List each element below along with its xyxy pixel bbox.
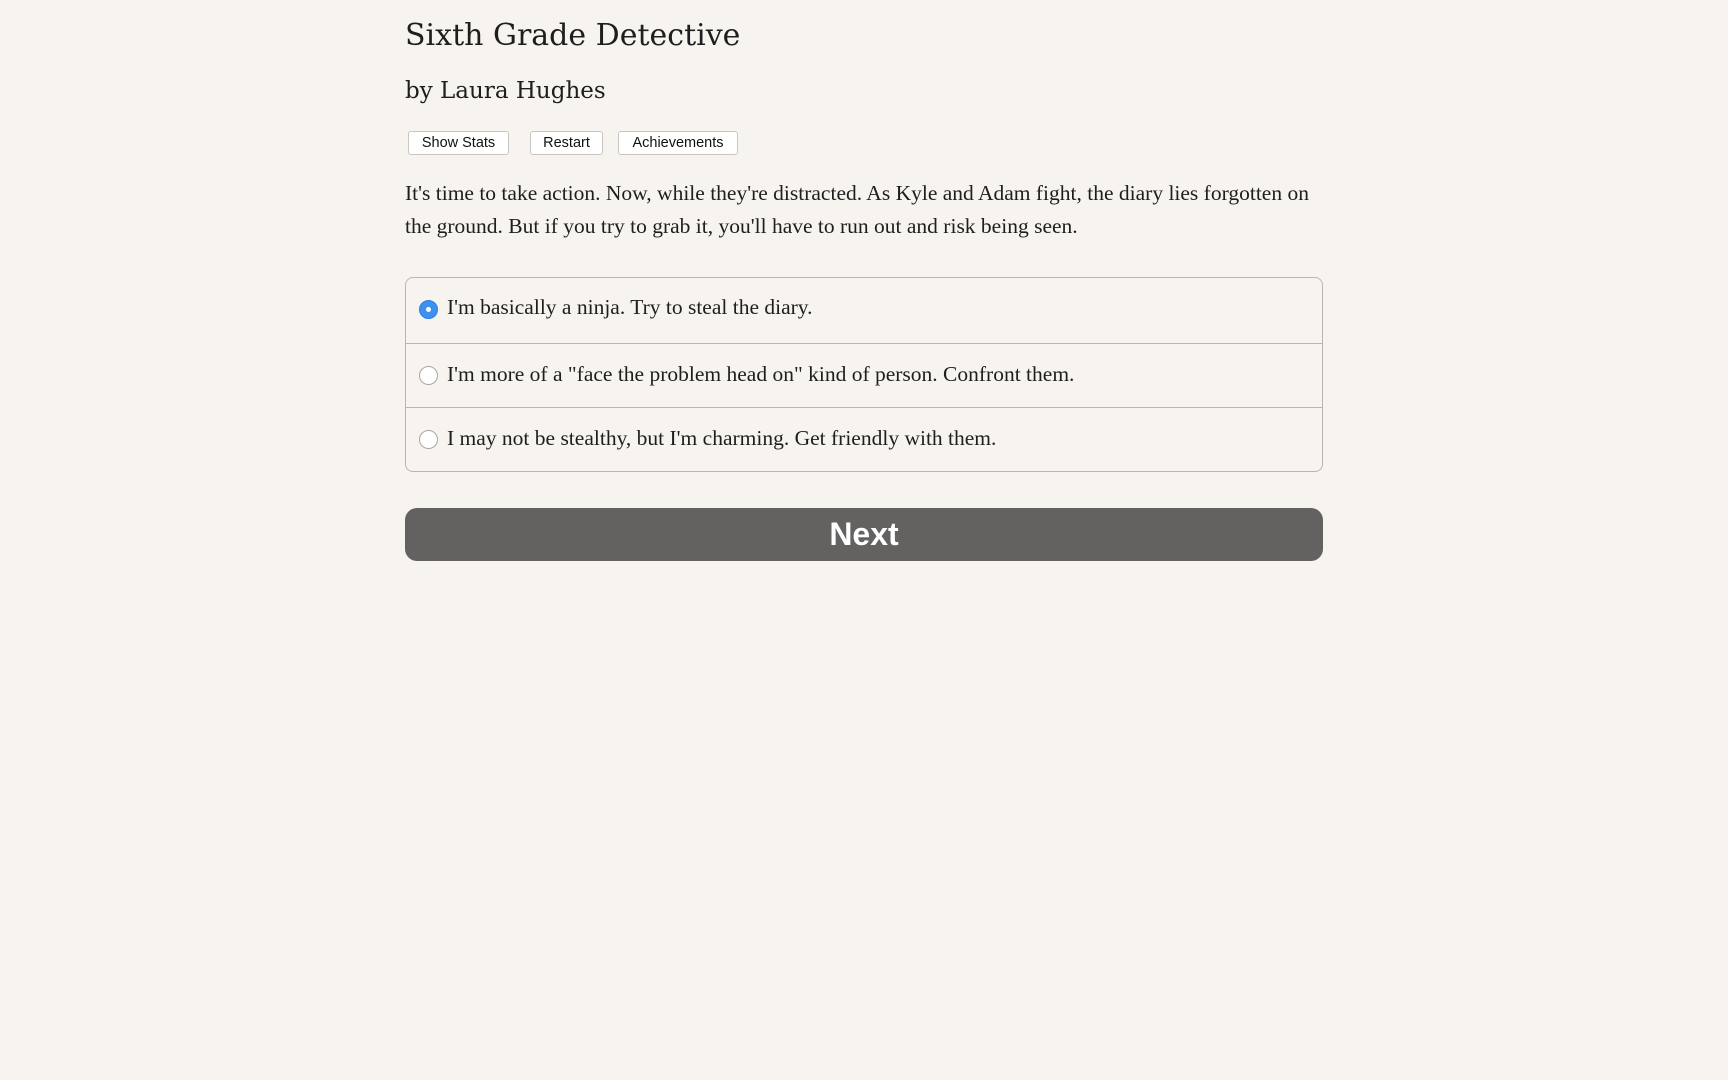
show-stats-button[interactable]: Show Stats: [408, 131, 509, 155]
radio-selected-icon[interactable]: [419, 300, 438, 319]
achievements-button[interactable]: Achievements: [618, 131, 738, 155]
game-title: Sixth Grade Detective: [405, 18, 741, 53]
choice-option-ninja[interactable]: [406, 278, 1322, 342]
choice-list: [405, 277, 1323, 472]
next-button[interactable]: Next: [405, 508, 1323, 561]
restart-button[interactable]: Restart: [530, 131, 603, 155]
choice-label: I'm basically a ninja. Try to steal the diary.: [447, 295, 813, 319]
choice-option-confront[interactable]: [406, 343, 1322, 407]
radio-unselected-icon[interactable]: [419, 366, 438, 385]
choice-label: I'm more of a "face the problem head on" kind of person. Confront them.: [447, 362, 1075, 386]
choice-label: I may not be stealthy, but I'm charming. Get friendly with them.: [447, 426, 997, 450]
choice-option-charm[interactable]: [406, 407, 1322, 471]
radio-unselected-icon[interactable]: [419, 430, 438, 449]
game-author: by Laura Hughes: [405, 78, 606, 104]
story-text: It's time to take action. Now, while they're distracted. As Kyle and Adam fight, the diary lies forgotten on the ground. But if you try to grab it, you'll have to run out and risk being seen.: [405, 181, 1309, 238]
